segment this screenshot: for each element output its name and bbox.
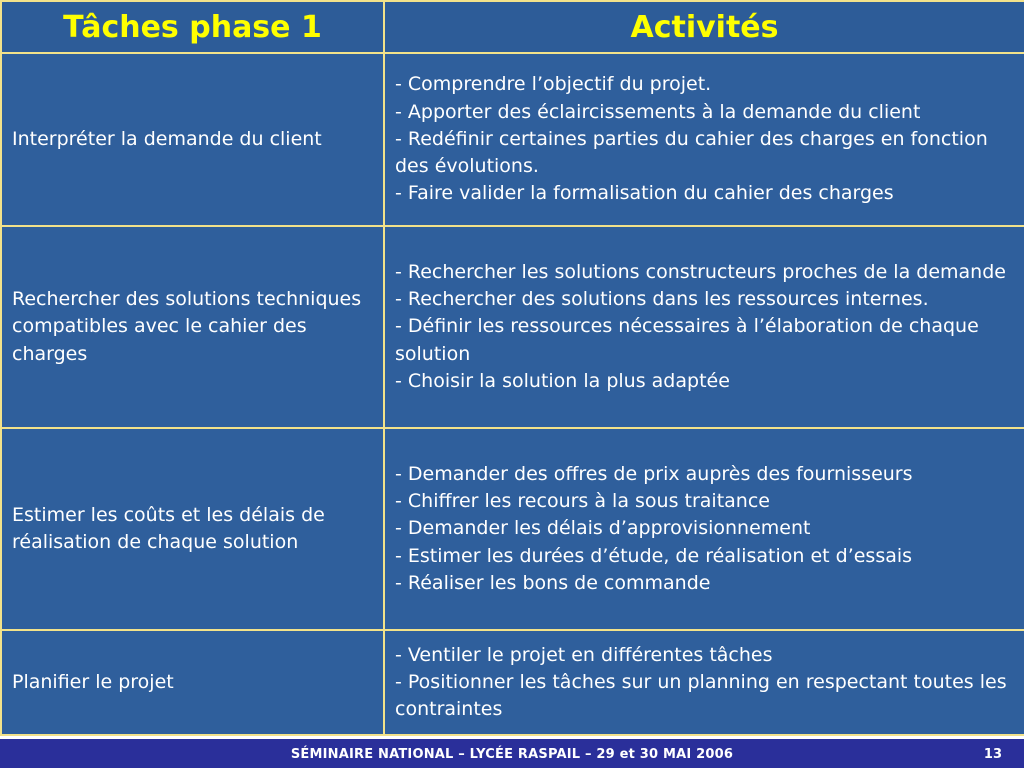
- activity-item: - Comprendre l’objectif du projet.: [395, 73, 712, 96]
- activities-cell: [384, 630, 1024, 735]
- task-cell: Rechercher des solutions techniques compatibles avec le cahier des charges: [1, 226, 384, 428]
- task-cell: Interpréter la demande du client: [1, 53, 384, 226]
- activity-item: - Apporter des éclaircissements à la demande du client: [395, 100, 921, 123]
- activity-item: - Demander les délais d’approvisionnement: [395, 517, 811, 540]
- activity-item: - Demander des offres de prix auprès des fournisseurs: [395, 462, 913, 485]
- activity-item: - Positionner les tâches sur un planning en respectant toutes les contraintes: [395, 670, 1007, 721]
- page-number: 13: [983, 747, 1002, 762]
- activities-cell: [384, 428, 1024, 630]
- activity-item: - Rechercher les solutions constructeurs proches de la demande: [395, 260, 1006, 283]
- table-row: [1, 53, 1024, 226]
- activity-item: - Rechercher des solutions dans les ressources internes.: [395, 288, 929, 311]
- footer-title: SÉMINAIRE NATIONAL – LYCÉE RASPAIL – 29 et 30 MAI 2006: [290, 747, 734, 762]
- slide-footer: [0, 736, 1024, 768]
- activity-item: - Chiffrer les recours à la sous traitance: [395, 490, 770, 513]
- activity-item: - Choisir la solution la plus adaptée: [395, 369, 730, 392]
- activity-item: - Ventiler le projet en différentes tâches: [395, 643, 773, 666]
- activities-cell: [384, 226, 1024, 428]
- header-activities: Activités: [384, 1, 1024, 53]
- activity-item: - Définir les ressources nécessaires à l’élaboration de chaque solution: [395, 315, 979, 365]
- table-row: [1, 630, 1024, 735]
- task-cell: Planifier le projet: [1, 630, 384, 735]
- table-header-row: [1, 1, 1024, 53]
- activity-item: - Estimer les durées d’étude, de réalisation et d’essais: [395, 544, 913, 567]
- activity-item: - Faire valider la formalisation du cahier des charges: [395, 182, 894, 205]
- task-cell: Estimer les coûts et les délais de réalisation de chaque solution: [1, 428, 384, 630]
- header-tasks: Tâches phase 1: [1, 1, 384, 53]
- table-row: [1, 428, 1024, 630]
- activity-item: - Redéfinir certaines parties du cahier des charges en fonction des évolutions.: [395, 127, 988, 178]
- table-row: [1, 226, 1024, 428]
- activities-cell: [384, 53, 1024, 226]
- activity-item: - Réaliser les bons de commande: [395, 571, 711, 594]
